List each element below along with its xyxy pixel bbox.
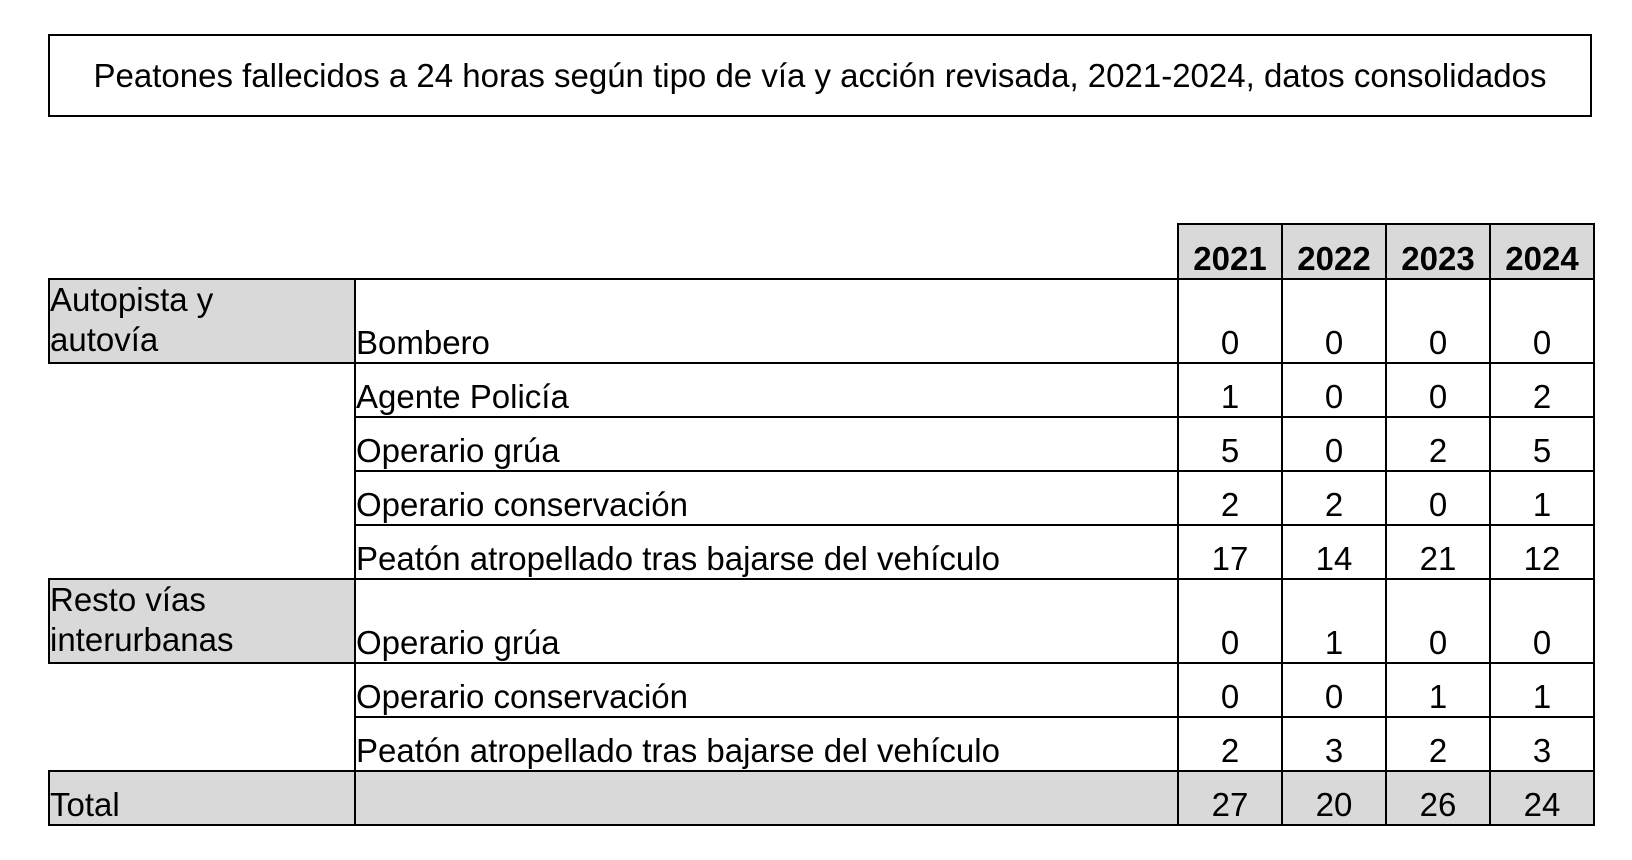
value-cell: 0 (1490, 279, 1594, 363)
group-label-line: Autopista y (50, 281, 214, 318)
value-cell: 0 (1178, 663, 1282, 717)
group-blank (49, 663, 355, 717)
action-label: Peatón atropellado tras bajarse del vehículo (355, 525, 1178, 579)
value-cell: 0 (1282, 663, 1386, 717)
value-cell: 1 (1282, 579, 1386, 663)
value-cell: 1 (1178, 363, 1282, 417)
group-blank (49, 471, 355, 525)
value-cell: 0 (1490, 579, 1594, 663)
value-cell: 0 (1386, 471, 1490, 525)
total-value: 24 (1490, 771, 1594, 825)
group-label-line: Resto vías (50, 581, 206, 618)
total-label: Total (49, 771, 355, 825)
header-blank (49, 224, 1178, 279)
table-row (49, 471, 1594, 525)
header-row (49, 224, 1594, 279)
total-value: 26 (1386, 771, 1490, 825)
value-cell: 3 (1282, 717, 1386, 771)
value-cell: 0 (1282, 279, 1386, 363)
group-label-line: autovía (50, 321, 159, 358)
table-row (49, 417, 1594, 471)
value-cell: 5 (1178, 417, 1282, 471)
group-label-line: interurbanas (50, 621, 234, 658)
group-label-autopista (49, 279, 355, 363)
table-title (48, 34, 1592, 117)
value-cell: 2 (1282, 471, 1386, 525)
group-blank (49, 525, 355, 579)
table-title-text: Peatones fallecidos a 24 horas según tipo de vía y acción revisada, 2021-2024, datos consolidados (93, 56, 1547, 94)
value-cell: 2 (1386, 717, 1490, 771)
table-row (49, 525, 1594, 579)
action-label: Bombero (355, 279, 1178, 363)
action-label: Operario grúa (355, 579, 1178, 663)
action-label: Operario grúa (355, 417, 1178, 471)
table-row (49, 663, 1594, 717)
value-cell: 3 (1490, 717, 1594, 771)
action-label: Operario conservación (355, 663, 1178, 717)
value-cell: 5 (1490, 417, 1594, 471)
value-cell: 0 (1386, 363, 1490, 417)
total-value: 20 (1282, 771, 1386, 825)
table-row (49, 363, 1594, 417)
value-cell: 0 (1282, 417, 1386, 471)
value-cell: 0 (1386, 579, 1490, 663)
year-header: 2024 (1490, 224, 1594, 279)
value-cell: 0 (1178, 579, 1282, 663)
value-cell: 2 (1386, 417, 1490, 471)
group-label-resto-vias (49, 579, 355, 663)
table-row (49, 717, 1594, 771)
year-header: 2021 (1178, 224, 1282, 279)
action-label: Agente Policía (355, 363, 1178, 417)
table-row (49, 579, 1594, 663)
group-blank (49, 417, 355, 471)
group-blank (49, 717, 355, 771)
value-cell: 2 (1178, 717, 1282, 771)
value-cell: 0 (1282, 363, 1386, 417)
value-cell: 0 (1386, 279, 1490, 363)
action-label: Peatón atropellado tras bajarse del vehículo (355, 717, 1178, 771)
total-blank (355, 771, 1178, 825)
value-cell: 1 (1386, 663, 1490, 717)
year-header: 2023 (1386, 224, 1490, 279)
total-row (49, 771, 1594, 825)
value-cell: 14 (1282, 525, 1386, 579)
action-label: Operario conservación (355, 471, 1178, 525)
value-cell: 2 (1490, 363, 1594, 417)
value-cell: 0 (1178, 279, 1282, 363)
value-cell: 17 (1178, 525, 1282, 579)
data-table (48, 223, 1595, 826)
value-cell: 21 (1386, 525, 1490, 579)
value-cell: 12 (1490, 525, 1594, 579)
year-header: 2022 (1282, 224, 1386, 279)
table-row (49, 279, 1594, 363)
group-blank (49, 363, 355, 417)
value-cell: 1 (1490, 471, 1594, 525)
total-value: 27 (1178, 771, 1282, 825)
value-cell: 2 (1178, 471, 1282, 525)
value-cell: 1 (1490, 663, 1594, 717)
